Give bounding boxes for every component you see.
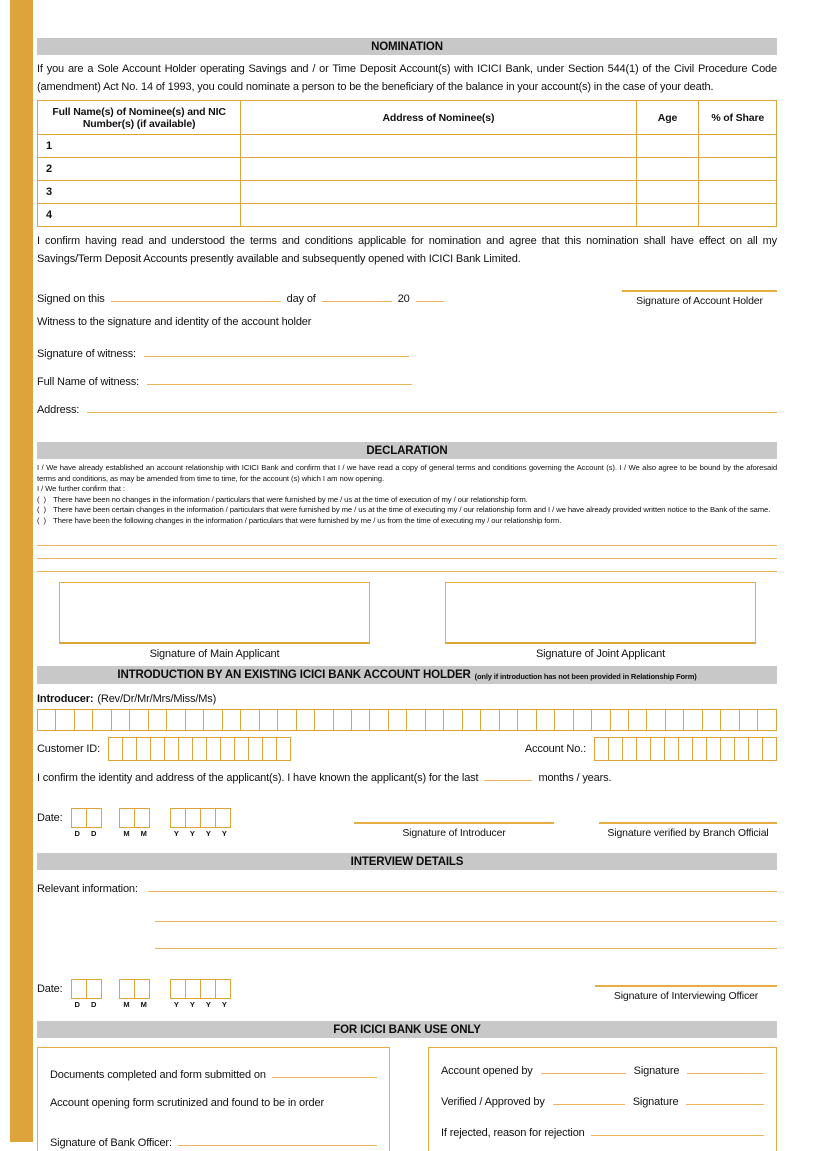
char-cell[interactable] (119, 979, 135, 999)
nominee-share-field[interactable] (699, 204, 777, 227)
declaration-paragraph-1: I / We have already established an account relationship with ICICI Bank and confirm that I / we have read a copy of general terms and conditions governing the Account (s). I / We also agree to be bound by the aforesaid terms and conditions, as may be amended from time to time, for the account (s) which I am now opening. (37, 463, 777, 483)
signature-of-witness-line[interactable] (144, 345, 409, 357)
relevant-information-line-2[interactable] (155, 910, 777, 922)
char-cell[interactable] (314, 709, 333, 731)
checkbox-certain-changes[interactable]: ( ) (37, 505, 46, 514)
opened-signature-label: Signature (633, 1065, 680, 1077)
nominee-age-field[interactable] (636, 204, 699, 227)
section-header-declaration (37, 442, 777, 459)
interview-date-label: Date: (37, 983, 63, 995)
declaration-option-2 (37, 505, 777, 516)
interviewing-officer-signature-label: Signature of Interviewing Officer (613, 990, 759, 1002)
witness-heading: Witness to the signature and identity of the account holder (37, 316, 312, 328)
char-cell[interactable] (240, 709, 259, 731)
interview-date-dd (71, 979, 108, 1009)
yyyy-cells (170, 808, 238, 828)
char-cell[interactable] (757, 709, 776, 731)
char-cell[interactable] (499, 709, 518, 731)
form-scrutinized-label: Account opening form scrutinized and found to be in order (50, 1097, 324, 1109)
char-cell[interactable] (762, 737, 777, 761)
signature-of-witness-label: Signature of witness: (37, 348, 136, 360)
char-cell[interactable] (71, 808, 87, 828)
rejected-reason-line[interactable] (591, 1124, 764, 1136)
char-cell[interactable] (636, 737, 651, 761)
char-cell[interactable] (192, 737, 207, 761)
signed-month-line[interactable] (322, 290, 392, 302)
nominee-share-field[interactable] (699, 181, 777, 204)
known-duration-line[interactable] (484, 769, 532, 781)
verified-by-line[interactable] (553, 1093, 625, 1105)
applicant-signature-area (37, 582, 777, 660)
branch-official-signature-block (599, 822, 777, 839)
char-cell[interactable] (203, 709, 222, 731)
interview-date-mm (119, 979, 158, 1009)
branch-official-signature-line[interactable] (599, 822, 777, 824)
char-cell[interactable] (646, 709, 665, 731)
rejected-reason-label: If rejected, reason for rejection (441, 1127, 585, 1139)
introducer-confirm-post: months / years. (538, 772, 612, 784)
header-share: % of Share (699, 101, 777, 135)
branch-official-signature-label: Signature verified by Branch Official (607, 827, 769, 839)
declaration-option-3-text: There have been the following changes in the information / particulars that were furnished by me / us from the time of executing my / our relationship form. (53, 515, 562, 525)
introducer-name-cells (37, 709, 777, 731)
bank-use-title: FOR ICICI BANK USE ONLY (333, 1023, 481, 1036)
dd-sublabel: DD (74, 829, 108, 838)
char-cell[interactable] (119, 808, 135, 828)
char-cell[interactable] (86, 808, 102, 828)
main-applicant-signature-label: Signature of Main Applicant (149, 648, 280, 660)
nominee-share-field[interactable] (699, 135, 777, 158)
declaration-option-1-text: There have been no changes in the information / particulars that were furnished by me / us at the time of execution of my / our relationship form. (53, 494, 528, 504)
introducer-label: Introducer: (37, 693, 94, 705)
nominee-age-field[interactable] (636, 181, 699, 204)
joint-applicant-signature-label: Signature of Joint Applicant (535, 648, 666, 660)
nominee-share-field[interactable] (699, 158, 777, 181)
declaration-paragraph-2: I / We further confirm that : (37, 484, 125, 493)
opened-by-label: Account opened by (441, 1065, 533, 1077)
char-cell[interactable] (333, 709, 352, 731)
char-cell[interactable] (554, 709, 573, 731)
main-applicant-signature-box[interactable] (59, 582, 370, 644)
char-cell[interactable] (166, 709, 185, 731)
nominee-row-number: 2 (38, 158, 241, 181)
char-cell[interactable] (388, 709, 407, 731)
nominee-row-2 (38, 158, 777, 181)
full-name-of-witness-line[interactable] (147, 373, 412, 385)
section-header-bank-use (37, 1021, 777, 1038)
declaration-title: DECLARATION (366, 444, 448, 457)
dd-cells (71, 979, 108, 999)
section-header-nomination (37, 38, 777, 55)
char-cell[interactable] (262, 737, 277, 761)
checkbox-following-changes[interactable]: ( ) (37, 515, 46, 525)
verified-signature-line[interactable] (686, 1093, 764, 1105)
char-cell[interactable] (720, 737, 735, 761)
char-cell[interactable] (259, 709, 278, 731)
opened-by-line[interactable] (541, 1062, 626, 1074)
account-no-label: Account No.: (524, 743, 586, 755)
section-header-interview (37, 853, 777, 870)
section-header-introduction (37, 666, 777, 684)
form-content (37, 0, 777, 1151)
char-cell[interactable] (148, 709, 167, 731)
char-cell[interactable] (134, 808, 150, 828)
char-cell[interactable] (591, 709, 610, 731)
introducer-titles: (Rev/Dr/Mr/Mrs/Miss/Ms) (97, 693, 217, 705)
verified-by-label: Verified / Approved by (441, 1096, 545, 1108)
header-age: Age (636, 101, 699, 135)
char-cell[interactable] (122, 737, 137, 761)
mm-cells (119, 979, 158, 999)
char-cell[interactable] (185, 808, 201, 828)
nomination-title: NOMINATION (371, 40, 443, 53)
char-cell[interactable] (734, 737, 749, 761)
char-cell[interactable] (55, 709, 74, 731)
nominee-row-number: 1 (38, 135, 241, 158)
char-cell[interactable] (92, 709, 111, 731)
introducer-date-yyyy (170, 808, 238, 838)
char-cell[interactable] (296, 709, 315, 731)
char-cell[interactable] (129, 709, 148, 731)
nominee-age-field[interactable] (636, 135, 699, 158)
bank-officer-signature-line[interactable] (178, 1134, 377, 1146)
mm-cells (119, 808, 158, 828)
char-cell[interactable] (351, 709, 370, 731)
char-cell[interactable] (215, 979, 231, 999)
char-cell[interactable] (220, 737, 235, 761)
char-cell[interactable] (248, 737, 263, 761)
nominee-address-field[interactable] (241, 158, 636, 181)
opened-signature-line[interactable] (687, 1062, 764, 1074)
char-cell[interactable] (608, 737, 623, 761)
char-cell[interactable] (108, 737, 123, 761)
bank-use-left-box (37, 1047, 390, 1151)
char-cell[interactable] (222, 709, 241, 731)
char-cell[interactable] (276, 737, 291, 761)
char-cell[interactable] (594, 737, 609, 761)
checkbox-no-changes[interactable]: ( ) (37, 494, 46, 504)
char-cell[interactable] (164, 737, 179, 761)
char-cell[interactable] (683, 709, 702, 731)
signed-year-line[interactable] (416, 290, 444, 302)
introducer-date-dd (71, 808, 108, 838)
nominee-address-field[interactable] (241, 204, 636, 227)
nominee-row-number: 4 (38, 204, 241, 227)
char-cell[interactable] (480, 709, 499, 731)
char-cell[interactable] (369, 709, 388, 731)
account-holder-signature-block (622, 290, 777, 307)
nominee-row-4 (38, 204, 777, 227)
interview-date-yyyy (170, 979, 238, 1009)
customer-id-label: Customer ID: (37, 743, 100, 755)
address-line[interactable] (87, 401, 777, 413)
nominee-table (37, 100, 777, 227)
char-cell[interactable] (406, 709, 425, 731)
dd-sublabel: DD (74, 1000, 108, 1009)
customer-id-cells (108, 737, 291, 761)
docs-submitted-label: Documents completed and form submitted on (50, 1069, 266, 1081)
char-cell[interactable] (111, 709, 130, 731)
changes-write-line-1[interactable] (37, 534, 777, 546)
relevant-information-line-1[interactable] (148, 880, 777, 892)
char-cell[interactable] (536, 709, 555, 731)
char-cell[interactable] (748, 737, 763, 761)
declaration-option-2-text: There have been certain changes in the information / particulars that were furnished by me / us at the time of executing my / our relationship form and I / we have already provided written notice to the Bank of the same. (53, 505, 771, 514)
introducer-signature-label: Signature of Introducer (402, 827, 506, 839)
introduction-title-note: (only if introduction has not been provided in Relationship Form) (474, 671, 697, 681)
char-cell[interactable] (234, 737, 249, 761)
char-cell[interactable] (37, 709, 56, 731)
left-accent-stripe (10, 0, 33, 1142)
interviewing-officer-signature-block (595, 985, 777, 1002)
char-cell[interactable] (610, 709, 629, 731)
signed-on-label: Signed on this (37, 293, 105, 305)
char-cell[interactable] (628, 709, 647, 731)
introducer-date-label: Date: (37, 812, 63, 824)
char-cell[interactable] (573, 709, 592, 731)
main-applicant-signature-block (59, 582, 370, 660)
full-name-of-witness-label: Full Name of witness: (37, 376, 139, 388)
introducer-signature-line[interactable] (354, 822, 554, 824)
year-prefix-label: 20 (397, 293, 410, 305)
char-cell[interactable] (720, 709, 739, 731)
nomination-confirm-paragraph: I confirm having read and understood the terms and conditions applicable for nomination and agree that this nomination shall have effect on all my Savings/Term Deposit Accounts presently available and subsequently opened with ICICI Bank Limited. (37, 235, 777, 265)
relevant-information-line-3[interactable] (155, 937, 777, 949)
char-cell[interactable] (664, 737, 679, 761)
bank-use-area (37, 1047, 777, 1151)
char-cell[interactable] (462, 709, 481, 731)
char-cell[interactable] (185, 709, 204, 731)
nomination-intro-paragraph: If you are a Sole Account Holder operating Savings and / or Time Deposit Account(s) with ICICI Bank, under Section 544(1) of the Civil Procedure Code (amendment) Act No. 14 of 1993, you could nominate a person to be the beneficiary of the balance in your account(s) in the case of your death. (37, 63, 777, 93)
docs-submitted-line[interactable] (272, 1066, 377, 1078)
declaration-option-1 (37, 495, 777, 506)
introducer-date-mm (119, 808, 158, 838)
char-cell[interactable] (74, 709, 93, 731)
char-cell[interactable] (678, 737, 693, 761)
mm-sublabel: MM (123, 1000, 158, 1009)
changes-write-line-2[interactable] (37, 547, 777, 559)
char-cell[interactable] (150, 737, 165, 761)
char-cell[interactable] (215, 808, 231, 828)
char-cell[interactable] (277, 709, 296, 731)
verified-signature-label: Signature (632, 1096, 679, 1108)
account-holder-signature-label: Signature of Account Holder (636, 295, 763, 307)
nominee-address-field[interactable] (241, 135, 636, 158)
char-cell[interactable] (200, 808, 216, 828)
char-cell[interactable] (702, 709, 721, 731)
char-cell[interactable] (665, 709, 684, 731)
char-cell[interactable] (71, 979, 87, 999)
char-cell[interactable] (622, 737, 637, 761)
nominee-row-3 (38, 181, 777, 204)
char-cell[interactable] (692, 737, 707, 761)
header-nominee-name: Full Name(s) of Nominee(s) and NIC Number(s) (if available) (38, 101, 241, 135)
char-cell[interactable] (425, 709, 444, 731)
day-of-label: day of (286, 293, 316, 305)
char-cell[interactable] (200, 979, 216, 999)
nominee-row-number: 3 (38, 181, 241, 204)
joint-applicant-signature-block (445, 582, 756, 660)
char-cell[interactable] (170, 979, 186, 999)
char-cell[interactable] (170, 808, 186, 828)
bank-officer-signature-label: Signature of Bank Officer: (50, 1137, 172, 1149)
nominee-row-1 (38, 135, 777, 158)
char-cell[interactable] (178, 737, 193, 761)
changes-write-line-3[interactable] (37, 560, 777, 572)
dd-cells (71, 808, 108, 828)
yyyy-cells (170, 979, 238, 999)
relevant-information-label: Relevant information: (37, 883, 138, 895)
account-no-cells (594, 737, 777, 761)
yyyy-sublabel: YYYY (173, 1000, 238, 1009)
bank-use-right-box (428, 1047, 777, 1151)
interviewing-officer-signature-line[interactable] (595, 985, 777, 987)
address-label: Address: (37, 404, 80, 416)
yyyy-sublabel: YYYY (173, 829, 238, 838)
header-nominee-address: Address of Nominee(s) (241, 101, 636, 135)
char-cell[interactable] (185, 979, 201, 999)
char-cell[interactable] (517, 709, 536, 731)
char-cell[interactable] (86, 979, 102, 999)
account-holder-signature-line[interactable] (622, 290, 777, 292)
char-cell[interactable] (134, 979, 150, 999)
char-cell[interactable] (739, 709, 758, 731)
introduction-title: INTRODUCTION BY AN EXISTING ICICI BANK ACCOUNT HOLDER (117, 669, 471, 681)
joint-applicant-signature-box[interactable] (445, 582, 756, 644)
char-cell[interactable] (206, 737, 221, 761)
signed-date-line[interactable] (111, 290, 281, 302)
interview-title: INTERVIEW DETAILS (350, 855, 464, 868)
nominee-table-header-row (38, 101, 777, 135)
char-cell[interactable] (136, 737, 151, 761)
declaration-option-3 (37, 516, 777, 527)
mm-sublabel: MM (123, 829, 158, 838)
introducer-confirm-pre: I confirm the identity and address of the applicant(s). I have known the applicant(s) for the last (37, 772, 479, 784)
char-cell[interactable] (706, 737, 721, 761)
char-cell[interactable] (443, 709, 462, 731)
nominee-age-field[interactable] (636, 158, 699, 181)
introducer-signature-block (354, 822, 554, 839)
char-cell[interactable] (650, 737, 665, 761)
nominee-address-field[interactable] (241, 181, 636, 204)
